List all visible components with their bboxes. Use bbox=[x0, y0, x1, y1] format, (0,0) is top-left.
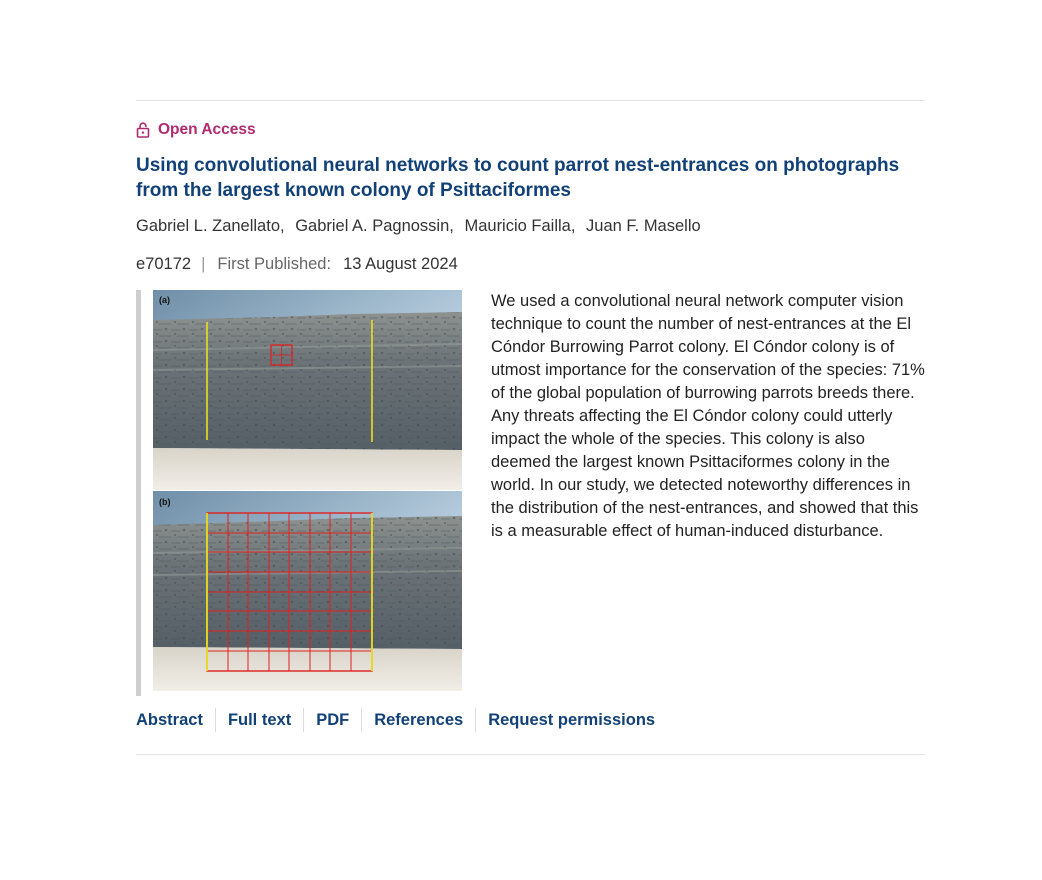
divider bbox=[136, 754, 925, 755]
abstract-link[interactable]: Abstract bbox=[136, 711, 203, 729]
pdf-link[interactable]: PDF bbox=[303, 708, 361, 732]
article-id: e70172 bbox=[136, 255, 192, 273]
request-permissions-link[interactable]: Request permissions bbox=[475, 708, 667, 732]
author-2[interactable] bbox=[295, 217, 449, 235]
figure-panel-a bbox=[153, 290, 462, 490]
article-title-link[interactable]: Using convolutional neural networks to count parrot nest-entrances on photographs from the largest known colony of Psittaciformes bbox=[136, 155, 900, 201]
first-published-date: 13 August 2024 bbox=[343, 255, 458, 273]
article-links bbox=[136, 705, 667, 735]
author-separator: , bbox=[449, 217, 454, 235]
author-list bbox=[136, 217, 701, 236]
full-text-link[interactable]: Full text bbox=[215, 708, 303, 732]
author-3-link[interactable]: Mauricio Failla bbox=[464, 217, 571, 235]
author-4[interactable] bbox=[586, 217, 701, 235]
publication-meta bbox=[136, 255, 458, 274]
open-access-label: Open Access bbox=[158, 121, 256, 138]
panel-b-label: (b) bbox=[159, 497, 171, 507]
author-3[interactable] bbox=[464, 217, 570, 235]
panel-a-label: (a) bbox=[159, 295, 170, 305]
author-1[interactable] bbox=[136, 217, 280, 235]
article-card bbox=[136, 100, 925, 729]
author-1-link[interactable]: Gabriel L. Zanellato bbox=[136, 217, 280, 235]
author-separator: , bbox=[280, 217, 285, 235]
first-published-label: First Published: bbox=[217, 255, 332, 273]
author-4-link[interactable]: Juan F. Masello bbox=[586, 217, 701, 235]
figure-image[interactable] bbox=[153, 290, 462, 691]
figure-panel-b bbox=[153, 491, 462, 691]
abstract-text: We used a convolutional neural network computer vision technique to count the number of nest-entrances at the El Cóndor Burrowing Parrot colony. El Cóndor colony is of utmost importance for the conservation of the species: 71% of the global population of burrowing parrots breeds there. Any threats affecting the El Cóndor colony could utterly impact the whole of the species. This colony is also deemed the largest known Psittaciformes colony in the world. In our study, we detected noteworthy differences in the distribution of the nest-entrances, and showed that this is a measurable effect of human-induced disturbance. bbox=[491, 292, 925, 540]
author-separator: , bbox=[570, 217, 576, 235]
meta-divider: | bbox=[201, 255, 206, 273]
references-link[interactable]: References bbox=[361, 708, 475, 732]
article-title[interactable] bbox=[136, 153, 925, 203]
author-2-link[interactable]: Gabriel A. Pagnossin bbox=[295, 217, 450, 235]
abstract-figure[interactable] bbox=[136, 290, 467, 696]
open-access-badge bbox=[136, 121, 256, 139]
lock-open-icon bbox=[136, 122, 150, 138]
